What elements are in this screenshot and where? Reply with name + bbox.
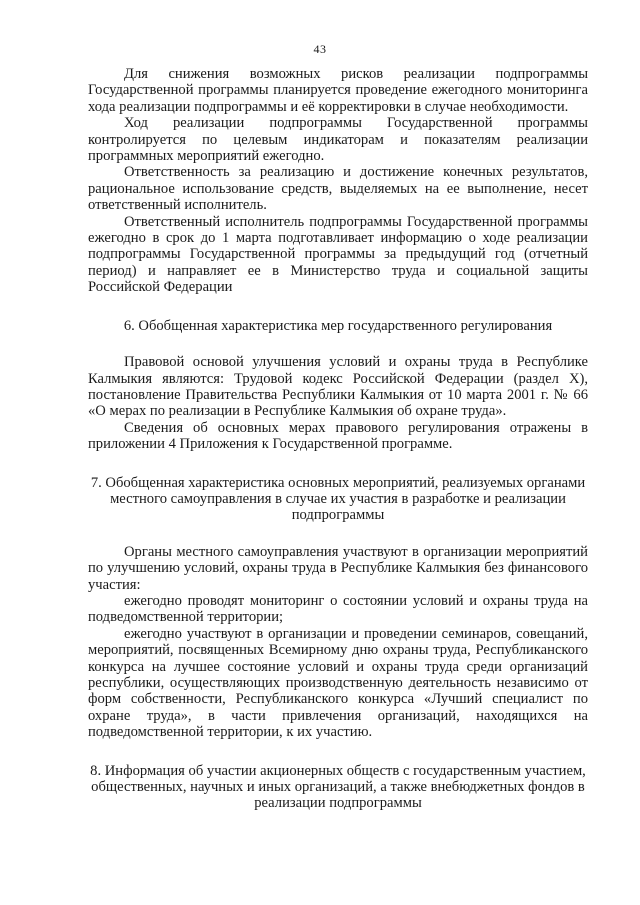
paragraph-legal-basis: Правовой основой улучшения условий и охраны труда в Республике Калмыкия являются: Трудовой кодекс Российской Федерации (раздел X), постановление Правительства Республики Калмыкия от 10 марта 2001 г. № 66 «О мерах по реализации в Республике Калмыкия об охране труда».	[88, 354, 588, 420]
paragraph-regulation-info: Сведения об основных мерах правового регулирования отражены в приложении 4 Приложения к Государственной программе.	[88, 419, 588, 453]
paragraph-responsibility: Ответственность за реализацию и достижение конечных результатов, рациональное использование средств, выделяемых на ее выполнение, несет ответственный исполнитель.	[88, 164, 588, 214]
section-6-heading: 6. Обобщенная характеристика мер государственного регулирования	[123, 317, 553, 334]
page-content	[88, 66, 588, 812]
page-number: 43	[313, 42, 327, 56]
paragraph-annual-report: Ответственный исполнитель подпрограммы Государственной программы ежегодно в срок до 1 марта подготавливает информацию о ходе реализации подпрограммы Государственной программы за предыдущий год (отчетный период) и направляет ее в Министерство труда и социальной защиты Российской Федерации	[88, 213, 588, 296]
section-7-heading: 7. Обобщенная характеристика основных мероприятий, реализуемых органами местного самоуправления в случае их участия в разработке и реализации подпрограммы	[90, 474, 586, 524]
paragraph-local-authorities: Органы местного самоуправления участвуют в организации мероприятий по улучшению условий, охраны труда в Республике Калмыкия без финансового участия:	[88, 543, 588, 593]
paragraph-monitoring: ежегодно проводят мониторинг о состоянии условий и охраны труда на подведомственной территории;	[88, 592, 588, 626]
paragraph-progress-control: Ход реализации подпрограммы Государственной программы контролируется по целевым индикаторам и показателям реализации программных мероприятий ежегодно.	[88, 115, 588, 165]
paragraph-seminars: ежегодно участвуют в организации и проведении семинаров, совещаний, мероприятий, посвященных Всемирному дню охраны труда, Республиканского конкурса на лучшее состояние условий и охраны труда среди организаций республики, осуществляющих производственную деятельность независимо от форм собственности, Республиканского конкурса «Лучший специалист по охране труда», в части привлечения организаций, находящихся на подведомственной территории, к их участию.	[88, 625, 588, 741]
paragraph-risk-monitoring: Для снижения возможных рисков реализации подпрограммы Государственной программы планируется проведение ежегодного мониторинга хода реализации подпрограммы и её корректировки в случае необходимости.	[88, 66, 588, 115]
section-8-heading: 8. Информация об участии акционерных обществ с государственным участием, общественных, научных и иных организаций, а также внебюджетных фондов в реализации подпрограммы	[90, 762, 586, 812]
